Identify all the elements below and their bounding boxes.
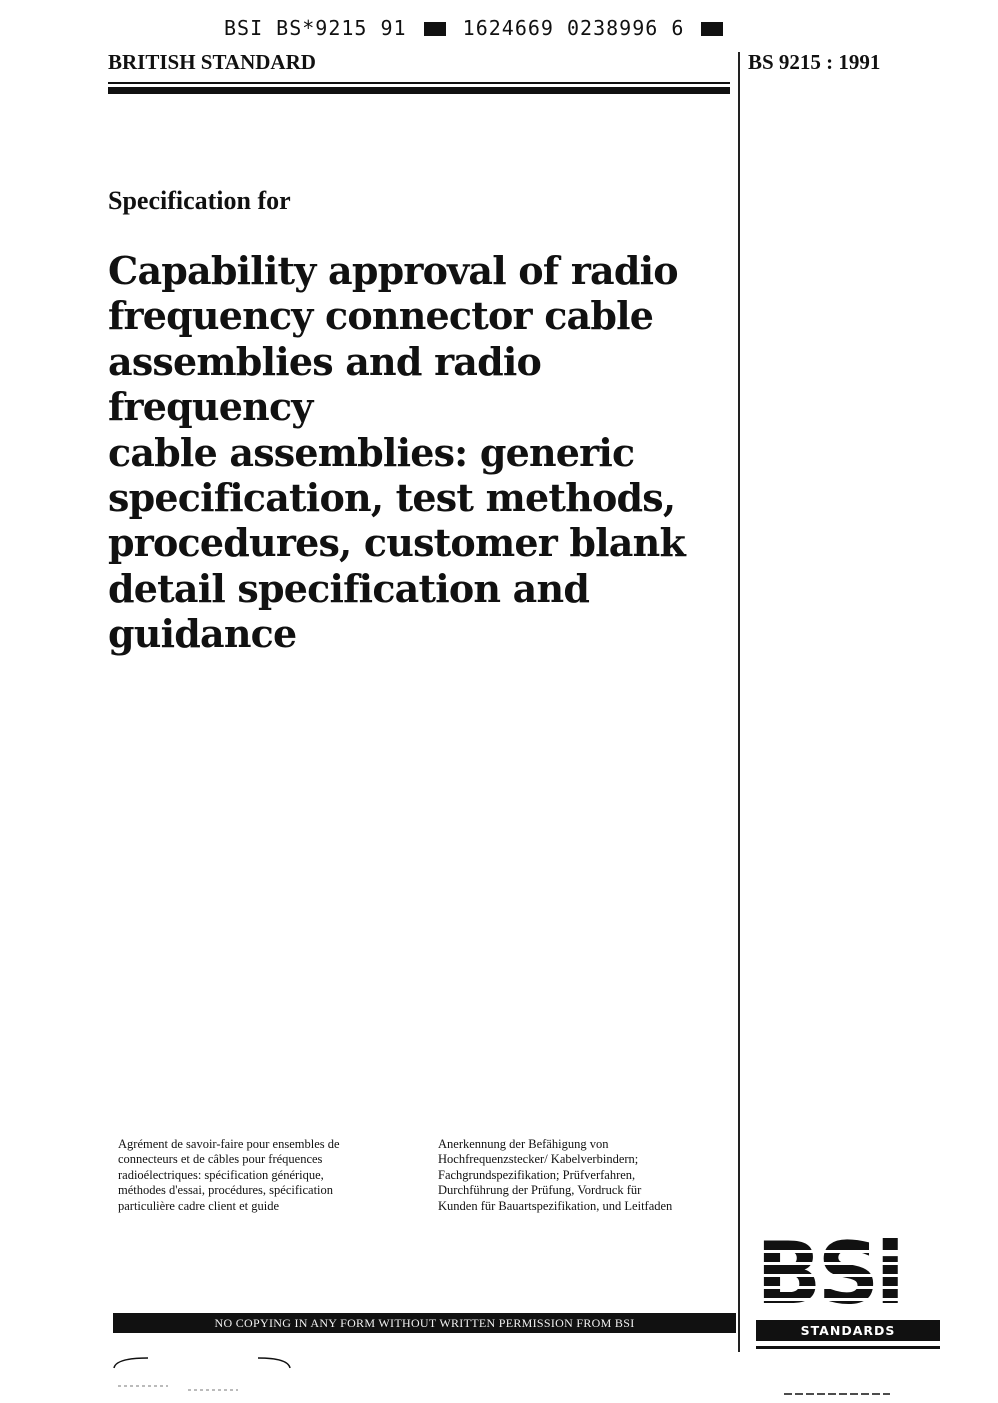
logo-underline [756,1346,940,1349]
header-rule-thin [108,82,730,84]
barcode-block [701,22,723,36]
title-line: Capability approval of radio [108,248,678,293]
french-title-line: radioélectriques: spécification générique, [118,1167,324,1182]
title-line: guidance [108,611,297,657]
bsi-logo-label: STANDARDS [756,1320,940,1341]
column-divider [738,52,740,1352]
logo-stripe [756,1274,940,1277]
french-title-line: connecteurs et de câbles pour fréquences [118,1152,323,1167]
german-title-line: Hochfrequenzstecker/ Kabelverbindern; [438,1152,639,1167]
standard-number: BS 9215 : 1991 [748,50,881,74]
document-title [108,248,733,657]
title-prefix: Specification for [108,186,291,215]
french-title-line: particulière cadre client et guide [118,1198,280,1213]
title-line: procedures, customer blank [108,520,685,566]
barcode-block [424,22,446,36]
logo-stripe [756,1250,940,1253]
scan-artifact-mark [780,1388,900,1400]
french-title [118,1137,398,1214]
german-title-line: Fachgrundspezifikation; Prüfverfahren, [438,1167,636,1182]
french-title-line: Agrément de savoir-faire pour ensembles de [118,1137,340,1151]
title-line: cable assemblies: generic [108,429,635,475]
title-line: specification, test methods, [108,475,676,521]
bsi-logo [756,1238,940,1349]
french-title-line: méthodes d'essai, procédures, spécification [118,1183,334,1198]
bsi-logo-mark [756,1238,940,1316]
copyright-notice: NO COPYING IN ANY FORM WITHOUT WRITTEN PERMISSION FROM BSI [113,1313,736,1333]
scan-artifact-mark [108,1350,308,1398]
standard-type: BRITISH STANDARD [108,50,316,74]
title-line: frequency connector cable [108,293,654,339]
catalogue-code-right: 1624669 0238996 6 [462,16,685,40]
logo-stripe [756,1262,940,1265]
title-line: assemblies and radio frequency [108,338,542,430]
catalogue-code [224,16,727,40]
catalogue-code-left: BSI BS*9215 91 [224,16,407,40]
logo-stripe [756,1286,940,1289]
german-title [438,1137,733,1214]
german-title-line: Durchführung der Prüfung, Vordruck für [438,1183,642,1198]
german-title-line: Anerkennung der Befähigung von [438,1137,609,1151]
german-title-line: Kunden für Bauartspezifikation, und Leitfaden [438,1198,673,1213]
header-rule-thick [108,87,730,94]
logo-stripe [756,1298,940,1301]
title-line: detail specification and [108,565,590,611]
